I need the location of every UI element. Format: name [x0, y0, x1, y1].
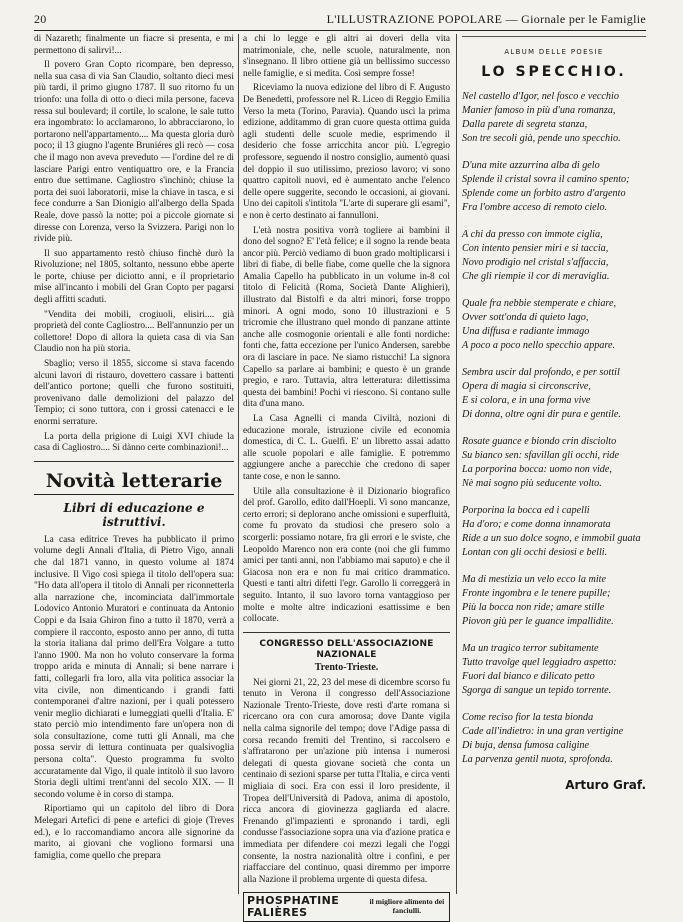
poem-stanza	[462, 435, 646, 491]
poem	[462, 90, 646, 767]
divider	[243, 632, 450, 633]
poem-verse: Fra l'ombre acceso di remoto cielo.	[462, 202, 608, 214]
poem-stanza	[462, 504, 646, 560]
ad-brand: PHOSPHATINE FALIÈRES	[247, 894, 340, 919]
poem-verse: Di buja, densa fumosa caligine	[462, 740, 590, 752]
poem-verse: Fuori dal bianco e dilicato petto	[462, 671, 595, 683]
column-middle	[243, 34, 450, 919]
poem-stanza	[462, 366, 646, 422]
poem-stanza	[462, 228, 646, 284]
poem-verse: Ha d'oro; e come donna innamorata	[462, 519, 611, 531]
congress-paragraph: Nei giorni 21, 22, 23 del mese di dicembre scorso fu tenuto in Verona il congresso dell'Associazione Nazionale Trento-Trieste, dove restì d'arte romana si ricercano ora con cura amorosa; dove Dante vigila nella calma signorile del tempo; dove l'Adige passa di corsa recando fremiti del Trentino, si raccolsero e s'affratarono per un'azione più intensa i numerosi delegati di questa giovane società che conta un centinaio di sezioni sparse per tutta l'Italia, e circa venti migliaia di soci. Era con essi il loro presidente, il Tropea dell'Università di Padova, anima di apostolo, ricca ancora di giovinezza gagliarda ed alacre. Frenando gl'impazienti e spronando i tardi, egli condusse l'associazione sopra una via d'azione pratica e immediata per difendere coi mezzi legali che l'oggi consente, la nostra nazionalità oltre i confini, e per riaffacciare del continuo, quasi diremmo per imporre alla Nazione il problema urgente di questa difesa.	[243, 677, 450, 885]
poem-verse: Splende come un forbito astro d'argento	[462, 188, 626, 200]
paragraph: Il suo appartamento restò chiuso finchè durò la Rivoluzione; nel 1805, soltanto, nessuno ebbe aperte le porte, chiuse per diciotto anni, e il proprietario mise all'incanto i mobili del Gran Copto per pagarsi degli affitti scaduti.	[34, 248, 234, 306]
header-rule	[34, 30, 646, 31]
news-item: La casa editrice Treves ha pubblicato il primo volume degli Annali d'Italia, di Pietro Vigo, annali che dal 1871 vanno, in questo volume al 1874 inclusive. Il Vigo così spiega il titolo dell'opera sua: "Ho data all'opera il titolo di Annali per riconnetterla alla narrazione che, incominciata dall'immortale Lodovico Antonio Muratori e continuata da Antonio Coppi e da Isaia Ghiron fino a tutto il 1870, verrà a compiere il racconto, esposto anno per anno, di tutta la storia italiana dal primo dell'Era Volgare a tutto l'anno 1900. Ma non ho voluto conservare la forma troppo arida e minuta di Annali; si bene narrare i fatti, collegarli fra loro, alla vita politica associar la vita civile, non dimenticando i grandi fatti contemporanei d'altre nazioni, per i quali potessero venir meglio dichiarati e lumeggiati quelli d'Italia. E' stato perciò mio intendimento fare un'opera non di sola consultazione, come tutti gli Annali, ma che possa servir di lettura continuata per qualsivoglia persona colta". Questo programma fu svolto accuratamente dal Vigo, il quale intitolò il suo lavoro Storia degli ultimi trent'anni del secolo XIX. — Il secondo volume è in corso di stampa.	[34, 534, 234, 800]
poem-verse: D'una mite azzurrina alba di gelo	[462, 160, 600, 172]
poem-verse: Ma di mestizia un velo ecco la mite	[462, 574, 607, 586]
paragraph: "Vendita dei mobili, crogiuoli, elisiri.... già proprietà del conte Cagliostro.... Bell'annunzio per un collettore! Dopo di allora la quieta casa di via San Claudio non ha più storia.	[34, 309, 234, 355]
poem-verse: Piovon giù per le guance impallidite.	[462, 616, 614, 628]
news-item: Riportiamo qui un capitolo del libro di Dora Melegari Artefici di pene e artefici di gioje (Treves ed.), e lo raccomandiamo ancora alle signorine da marito, ai giovani che vogliono formarsi una famiglia, come quello che prepara	[34, 804, 234, 861]
paragraph: di Nazareth; finalmente un fiacre si presenta, e mi permettono di salirvi!...	[34, 34, 234, 56]
divider	[34, 461, 234, 462]
poem-verse: Cade all'indietro: in una gran vertigine	[462, 726, 624, 738]
poem-verse: Ma un tragico terror subitamente	[462, 643, 599, 655]
poem-verse: Ovver sott'onda di quieto lago,	[462, 312, 589, 324]
section-title: Novità letterarie	[45, 469, 223, 492]
poem-verse: E si colora, e in una forma vive	[462, 395, 591, 407]
masthead: L'ILLUSTRAZIONE POPOLARE — Giornale per le Famiglie	[326, 11, 646, 26]
poem-verse: La porporina bocca: uomo non vide,	[462, 464, 612, 476]
poem-verse: Tutto travolge quel leggiadro aspetto:	[462, 657, 617, 669]
poem-verse: Quale fra nebbie stemperate e chiare,	[462, 298, 617, 310]
poem-stanza	[462, 159, 646, 215]
poem-verse: Con intento pensier miri e si taccia,	[462, 243, 609, 255]
poem-stanza	[462, 90, 646, 146]
poem-verse: Manier famoso in più d'una romanza,	[462, 105, 616, 117]
column-divider	[238, 34, 239, 894]
poem-verse: Dalla parete di segreta stanza,	[462, 119, 588, 131]
poem-verse: Sembra uscir dal profondo, e per sottil	[462, 367, 620, 379]
paragraph: L'età nostra positiva vorrà togliere ai bambini il dono del sogno? E' l'età felice; e il sogno la rende beata ancor più. Perciò vediamo di buon grado moltiplicarsi i libri di fiabe, di belle fiabe, come quelle che la signora Amalia Capello ha pubblicato in un volume in-8 col titolo di Felicità (Roma, Società Dante Alighieri), illustrato dal Bistolfi e da altri minori, forse troppo minori. A ogni modo, sono 10 illustrazioni e 5 tricromie che illustrano quel mondo di panzane attinte anche alle cosmogonie orientali e alle fonti nordiche: fonti che, fatta eccezione per l'unico Andersen, sarebbe ora di lasciare in pace. Ne siamo ristucchi! La signora Capello sa parlare ai bambini; e questo è un grande pregio, e raro. Tuttavia, altra letteratura: dilettissima questa dei bambini! Pochi vi riescono. Si contano sulle dita d'una mano.	[243, 225, 450, 410]
paragraph: Utile alla consultazione è il Dizionario biografico del prof. Garollo, edito dall'Hoepli. Vi sono mancanze, certo errori; si deplorano anche omissioni e superfluità, come fu provato da studiosi che presero solo a scorgerli: possiamo notare, fra gli errori e le sviste, che Leopoldo Marenco non era conte (noi che gli fummo amici per tanti anni, non l'abbiamo mai saputo) e che il Giacosa non era e non fu mai critico drammatico. Questi e tanti altri difetti l'egr. Garollo li correggerà in seguito. Intanto, il suo lavoro torna vantaggioso per molte e molte altre indicazioni esattissime e ben collocate.	[243, 486, 450, 625]
paragraph: La Casa Agnelli ci manda Civiltà, nozioni di educazione morale, istruzione civile ed economia domestica, di C. L. Guelfi. E' un libretto assai adatto alle scuole popolari e alle famiglie. E potremmo aggiungere anche a parecchie che credono di saper tante cose, e non le sanno.	[243, 414, 450, 482]
poem-verse: Nel castello d'Igor, nel fosco e vecchio	[462, 91, 619, 103]
poem-verse: Splende il cristal sovra il camino spento;	[462, 174, 630, 186]
poem-verse: Fronte ingombra e le tenere pupille;	[462, 588, 611, 600]
paragraph: a chi lo legge e gli altri ai doveri della vita matrimoniale, che, nelle scuole, naturalmente, non s'insegnano. Il libro ottiene già un bellissimo successo nelle famiglie, e si medita. Così sempre fosse!	[243, 34, 450, 79]
poem-verse: Sgorga di sangue un tepido torrente.	[462, 685, 612, 697]
poem-verse: A chi da presso con immote ciglia,	[462, 229, 603, 241]
section-subtitle: Libri di educazione e istruttivi.	[63, 500, 205, 529]
poem-stanza	[462, 573, 646, 629]
congress-title: CONGRESSO DELL'ASSOCIAZIONE NAZIONALE	[259, 638, 434, 660]
page-number: 20	[34, 11, 47, 26]
paragraph: La porta della prigione di Luigi XVI chiude la casa di Cagliostro.... Si dànno certe combinazioni!...	[34, 431, 234, 454]
divider	[34, 494, 234, 495]
poem-stanza	[462, 642, 646, 698]
poem-stanza	[462, 297, 646, 353]
poem-verse: Opera di magia si circonscrive,	[462, 381, 591, 393]
poem-verse: Rosate guance e biondo crin disciolto	[462, 436, 617, 448]
paragraph: Sbaglio; verso il 1855, siccome si stava facendo alcuni lavori di ristauro, dovettero cassare i battenti dell'antico portone; quelli che furono sostituiti, provenivano dalle demolizioni del palazzo del Tempio; ci sono tuttora, con i grossi catenacci e le enormi serrature.	[34, 359, 234, 427]
column-divider	[456, 34, 457, 894]
album-label: ALBUM DELLE POESIE	[504, 48, 604, 56]
poem-verse: Nè mai sogno più seducente volto.	[462, 478, 602, 490]
column-right	[462, 34, 646, 894]
column-left	[34, 34, 234, 894]
poem-stanza	[462, 711, 646, 767]
congress-subtitle: Trento-Trieste.	[314, 661, 379, 673]
poem-verse: Lontan con gli occhi desiosi e belli.	[462, 547, 608, 559]
poem-verse: Di donna, oltre ogni dir pura e gentile.	[462, 409, 621, 421]
paragraph: Riceviamo la nuova edizione del libro di F. Augusto De Benedetti, professore nel R. Liceo di Reggio Emilia Verso la meta (Torino, Paravia). Quando uscì la prima edizione, additammo di gran cuore questa ottima guida agli studenti delle scuole medie, esprimendo il desiderio che fosse arricchita ancor più. L'egregio professore, seguendo il nostro consiglio, aumentò quasi del doppio il suo utilissimo, prezioso lavoro; vi sono quattro capitoli nuovi, ed è aumentato anche l'elenco delle opere suggerite, secondo le occasioni, ai giovani. Uno dei capitoli s'intitola "L'arte di superare gli esami", e non è certo destinato ai fannulloni.	[243, 83, 450, 221]
poem-verse: La parvenza gentil nuota, sprofonda.	[462, 754, 613, 766]
page-header	[34, 10, 646, 28]
paragraph: Il povero Gran Copto ricompare, ben depresso, nella sua casa di via San Claudio, soltanto dieci mesi più tardi, il primo giugno 1787. Il suo ritorno fu un trionfo: una folla di otto o dieci mila persone, faceva ressa sul boulevard; il cortile, lo scalone, le sale tutto era ingombrato: lo acclamarono, lo abbracciarono, lo portarono nell'appartamento.... Ma questa gloria durò poco; il 13 giugno l'agente Bruniéres gli recò — cosa che il mago non aveva preveduto — l'ordine del re di lasciare Parigi entro ventiquattro ore, e la Francia entro due settimane. Cagliostro s'inchinò; chiuse la porta dei suoi laboratorii, mise la chiave in tasca, e si fece condurre a San Dionigio all'albergo della Spada Reale, dove passò la notte; poi a piccole giornate si diresse con Lorenza, verso la Svizzera. Parigi non lo rivide più.	[34, 60, 234, 245]
poem-title: LO SPECCHIO.	[481, 63, 627, 80]
poem-verse: A poco a poco nello specchio appare.	[462, 340, 616, 352]
poem-verse: Porporina la bocca ed i capelli	[462, 505, 590, 517]
poem-verse: Novo prodigio nel cristal s'affaccia,	[462, 257, 609, 269]
poem-verse: Più la bocca non ride; amare stille	[462, 602, 605, 614]
advertisement	[243, 892, 450, 921]
poem-verse: Come reciso fior la testa bionda	[462, 712, 594, 724]
poem-verse: Una diffusa e radiante immago	[462, 326, 590, 338]
divider	[462, 36, 646, 37]
poem-author: Arturo Graf.	[565, 778, 646, 793]
poem-verse: Son tre secoli già, pende uno specchio.	[462, 133, 621, 145]
poem-verse: Su bianco sen: sfavillan gli occhi, ride	[462, 450, 620, 462]
poem-verse: Che gli riempie il cor di meraviglia.	[462, 271, 610, 283]
poem-verse: Ride a un suo dolce sogno, e immobil guata	[462, 533, 641, 545]
ad-description: il migliore alimento dei fanciulli.	[369, 897, 445, 915]
